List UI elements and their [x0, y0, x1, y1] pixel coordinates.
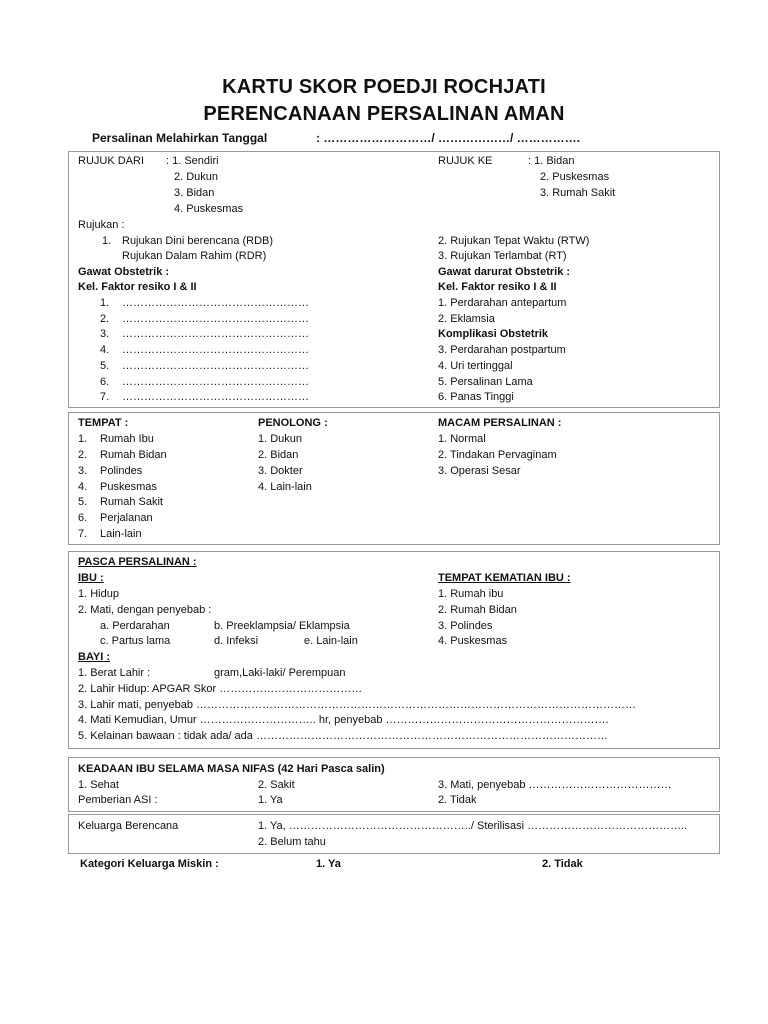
- tempat-number: 7.: [78, 528, 88, 540]
- kematian-item[interactable]: 3. Polindes: [438, 620, 493, 632]
- faktor-number: 2.: [100, 313, 110, 325]
- faktor-number: 3.: [100, 328, 110, 340]
- macam-item[interactable]: 3. Operasi Sesar: [438, 465, 521, 477]
- faktor-number: 6.: [100, 376, 110, 388]
- tempat-number: 4.: [78, 481, 88, 493]
- gawat-item[interactable]: 2. Eklamsia: [438, 313, 495, 325]
- tempat-label: TEMPAT :: [78, 417, 129, 429]
- gawat-item[interactable]: 1. Perdarahan antepartum: [438, 297, 567, 309]
- berat-lahir-label: 1. Berat Lahir :: [78, 667, 151, 679]
- miskin-ya[interactable]: 1. Ya: [316, 858, 341, 870]
- faktor-number: 1.: [100, 297, 110, 309]
- rujuk-ke-label: RUJUK KE: [438, 155, 493, 167]
- penyebab-infeksi[interactable]: d. Infeksi: [214, 635, 259, 647]
- nifas-mati[interactable]: 3. Mati, penyebab …………………………………: [438, 779, 672, 791]
- date-label: Persalinan Melahirkan Tanggal: [92, 131, 268, 145]
- faktor-blank[interactable]: ……………………………………………: [122, 313, 309, 325]
- page-subtitle: PERENCANAAN PERSALINAN AMAN: [203, 103, 565, 125]
- kematian-item[interactable]: 1. Rumah ibu: [438, 588, 504, 600]
- rujuk-dari-item[interactable]: 3. Bidan: [174, 187, 215, 199]
- tempat-item[interactable]: Lain-lain: [100, 528, 142, 540]
- tempat-item[interactable]: Puskesmas: [100, 481, 157, 493]
- rujuk-dari-item[interactable]: 2. Dukun: [174, 171, 219, 183]
- tempat-number: 6.: [78, 512, 88, 524]
- penolong-item[interactable]: 1. Dukun: [258, 433, 303, 445]
- ibu-label: IBU :: [78, 572, 104, 584]
- tempat-item[interactable]: Rumah Bidan: [100, 449, 167, 461]
- faktor-number: 7.: [100, 391, 110, 403]
- faktor-number: 5.: [100, 360, 110, 372]
- penolong-item[interactable]: 2. Bidan: [258, 449, 299, 461]
- penyebab-perdarahan[interactable]: a. Perdarahan: [100, 620, 170, 632]
- apgar-field[interactable]: 2. Lahir Hidup: APGAR Skor …………………………………: [78, 683, 363, 695]
- faktor-number: 4.: [100, 344, 110, 356]
- penolong-label: PENOLONG :: [258, 417, 328, 429]
- rujuk-dari-item[interactable]: 4. Puskesmas: [174, 203, 244, 215]
- macam-item[interactable]: 2. Tindakan Pervaginam: [438, 449, 557, 461]
- nifas-title: KEADAAN IBU SELAMA MASA NIFAS (42 Hari Pasca salin): [78, 763, 385, 775]
- rujuk-dari-label: RUJUK DARI: [78, 155, 145, 167]
- asi-tidak[interactable]: 2. Tidak: [438, 794, 477, 806]
- bayi-label: BAYI :: [78, 651, 110, 663]
- gawat-obstetrik-label: Gawat Obstetrik :: [78, 266, 170, 278]
- rujukan-rdr[interactable]: Rujukan Dalam Rahim (RDR): [122, 250, 267, 262]
- kb-label: Keluarga Berencana: [78, 820, 179, 832]
- faktor-blank[interactable]: ……………………………………………: [122, 360, 309, 372]
- kel-faktor-label: Kel. Faktor resiko I & II: [78, 281, 197, 293]
- tempat-item[interactable]: Rumah Ibu: [100, 433, 154, 445]
- rujukan-rdb[interactable]: Rujukan Dini berencana (RDB): [122, 235, 274, 247]
- tempat-item[interactable]: Polindes: [100, 465, 143, 477]
- tempat-number: 3.: [78, 465, 88, 477]
- rujukan-label: Rujukan :: [78, 219, 125, 231]
- faktor-blank[interactable]: ……………………………………………: [122, 297, 309, 309]
- rujuk-dari-item[interactable]: : 1. Sendiri: [166, 155, 219, 167]
- rujukan-rtw[interactable]: 2. Rujukan Tepat Waktu (RTW): [438, 235, 590, 247]
- kb-belum-tahu[interactable]: 2. Belum tahu: [258, 836, 326, 848]
- ibu-mati[interactable]: 2. Mati, dengan penyebab :: [78, 604, 212, 616]
- nifas-sehat[interactable]: 1. Sehat: [78, 779, 119, 791]
- rujuk-ke-item[interactable]: 3. Rumah Sakit: [540, 187, 616, 199]
- tempat-item[interactable]: Perjalanan: [100, 512, 153, 524]
- penyebab-lain[interactable]: e. Lain-lain: [304, 635, 358, 647]
- kematian-item[interactable]: 4. Puskesmas: [438, 635, 508, 647]
- lahir-mati-field[interactable]: 3. Lahir mati, penyebab …………………………………………………………………………………………………………: [78, 699, 637, 711]
- kelainan-bawaan-field[interactable]: 5. Kelainan bawaan : tidak ada/ ada ……………………………………………………………………………………: [78, 730, 608, 742]
- rujukan-number: 1.: [102, 235, 112, 247]
- tempat-number: 2.: [78, 449, 88, 461]
- tempat-number: 1.: [78, 433, 88, 445]
- penyebab-preeklampsia[interactable]: b. Preeklampsia/ Eklampsia: [214, 620, 350, 632]
- faktor-blank[interactable]: ……………………………………………: [122, 391, 309, 403]
- gawat-item[interactable]: 3. Perdarahan postpartum: [438, 344, 566, 356]
- miskin-label: Kategori Keluarga Miskin :: [80, 858, 219, 870]
- pasca-label: PASCA PERSALINAN :: [78, 556, 197, 568]
- tempat-number: 5.: [78, 496, 88, 508]
- macam-persalinan-label: MACAM PERSALINAN :: [438, 417, 562, 429]
- page-title: KARTU SKOR POEDJI ROCHJATI: [222, 76, 546, 98]
- rujuk-ke-item[interactable]: 2. Puskesmas: [540, 171, 610, 183]
- penyebab-partus-lama[interactable]: c. Partus lama: [100, 635, 171, 647]
- gawat-item[interactable]: 4. Uri tertinggal: [438, 360, 513, 372]
- miskin-tidak[interactable]: 2. Tidak: [542, 858, 583, 870]
- ibu-hidup[interactable]: 1. Hidup: [78, 588, 119, 600]
- berat-lahir-field[interactable]: gram,Laki-laki/ Perempuan: [214, 667, 346, 679]
- gawat-item[interactable]: 6. Panas Tinggi: [438, 391, 514, 403]
- faktor-blank[interactable]: ……………………………………………: [122, 344, 309, 356]
- asi-ya[interactable]: 1. Ya: [258, 794, 283, 806]
- macam-item[interactable]: 1. Normal: [438, 433, 486, 445]
- kel-faktor-label-right: Kel. Faktor resiko I & II: [438, 281, 557, 293]
- mati-kemudian-field[interactable]: 4. Mati Kemudian, Umur ………………………….. hr, penyebab …………………………………………………….: [78, 714, 609, 726]
- tempat-kematian-label: TEMPAT KEMATIAN IBU :: [438, 572, 571, 584]
- gawat-darurat-label: Gawat darurat Obstetrik :: [438, 266, 571, 278]
- tempat-section: [68, 412, 720, 545]
- kematian-item[interactable]: 2. Rumah Bidan: [438, 604, 517, 616]
- rujukan-rt[interactable]: 3. Rujukan Terlambat (RT): [438, 250, 567, 262]
- komplikasi-label: Komplikasi Obstetrik: [438, 328, 549, 340]
- gawat-item[interactable]: 5. Persalinan Lama: [438, 376, 533, 388]
- asi-label: Pemberian ASI :: [78, 794, 158, 806]
- penolong-item[interactable]: 3. Dokter: [258, 465, 303, 477]
- rujuk-ke-item[interactable]: : 1. Bidan: [528, 155, 575, 167]
- penolong-item[interactable]: 4. Lain-lain: [258, 481, 312, 493]
- kb-ya-field[interactable]: 1. Ya, …………………………………………../ Sterilisasi ……………………………………..: [258, 820, 688, 832]
- date-value[interactable]: : ………………………/ ………………/ …………….: [316, 131, 580, 145]
- faktor-blank[interactable]: ……………………………………………: [122, 328, 309, 340]
- tempat-item[interactable]: Rumah Sakit: [100, 496, 163, 508]
- nifas-sakit[interactable]: 2. Sakit: [258, 779, 295, 791]
- faktor-blank[interactable]: ……………………………………………: [122, 376, 309, 388]
